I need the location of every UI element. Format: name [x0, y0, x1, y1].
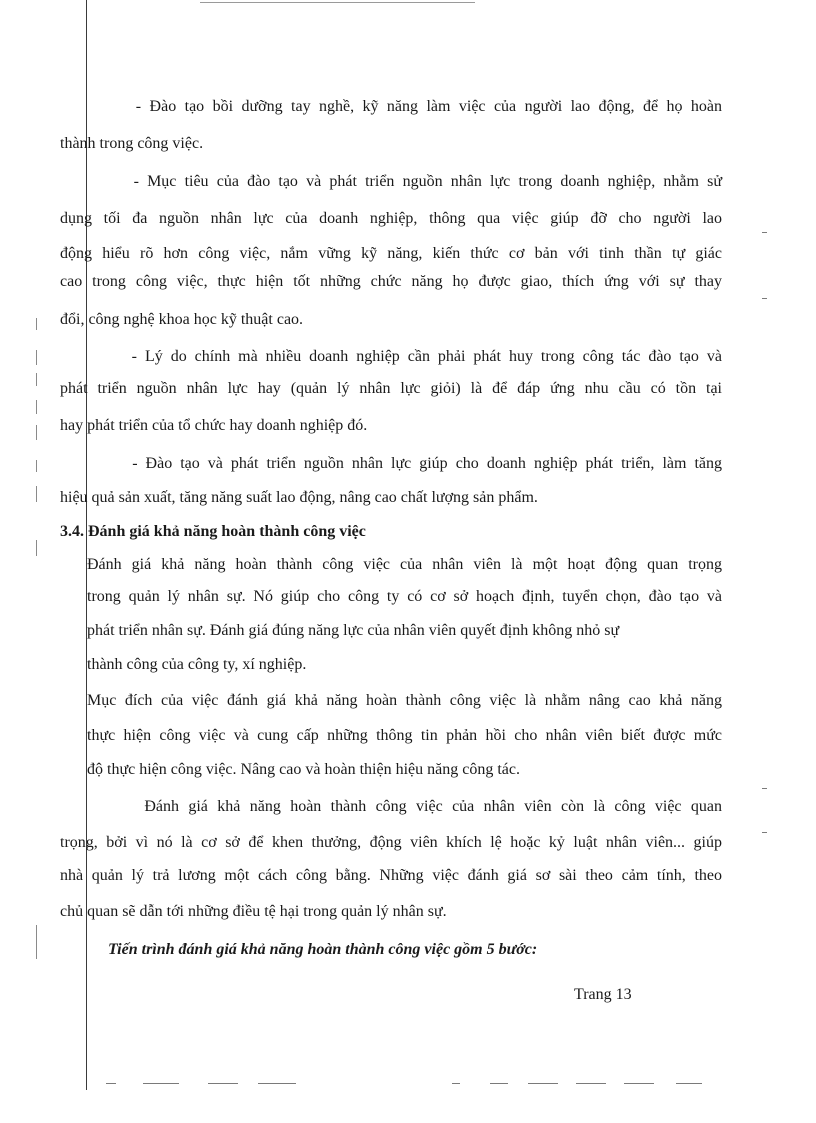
- paragraph-line: phát triển nhân sự. Đánh giá đúng năng lực của nhân viên quyết định không nhỏ sự: [87, 622, 620, 639]
- paragraph-line: dụng tối đa nguồn nhân lực của doanh nghiệp, thông qua việc giúp đỡ cho người lao: [60, 210, 722, 227]
- margin-tick: [36, 486, 37, 502]
- paragraph-line: độ thực hiện công việc. Nâng cao và hoàn thiện hiệu năng công tác.: [87, 761, 520, 778]
- margin-tick: [36, 540, 37, 556]
- paragraph-line: thực hiện công việc và cung cấp những thông tin phản hồi cho nhân viên biết được mức: [87, 727, 722, 744]
- margin-mark: [762, 788, 767, 789]
- margin-mark: [762, 232, 767, 233]
- bottom-rules: [0, 1083, 816, 1085]
- margin-tick: [36, 425, 37, 440]
- margin-tick: [36, 350, 37, 365]
- paragraph-line: đổi, công nghệ khoa học kỹ thuật cao.: [60, 311, 304, 328]
- margin-tick: [36, 373, 37, 386]
- binding-margin-line: [86, 0, 87, 1090]
- paragraph-line: - Mục tiêu của đào tạo và phát triển nguồn nhân lực trong doanh nghiệp, nhằm sử: [60, 173, 722, 190]
- page-number: Trang 13: [574, 986, 632, 1003]
- paragraph-line: trong quản lý nhân sự. Nó giúp cho công ty có cơ sở hoạch định, tuyển chọn, đào tạo và: [87, 588, 722, 605]
- section-heading: 3.4. Đánh giá khả năng hoàn thành công việc: [60, 523, 366, 540]
- paragraph-line: thành trong công việc.: [60, 135, 204, 152]
- margin-mark: [762, 832, 767, 833]
- paragraph-line: cao trong công việc, thực hiện tốt những chức năng họ được giao, thích ứng với sự thay: [60, 273, 722, 290]
- paragraph-line: phát triển nguồn nhân lực hay (quản lý nhân lực giỏi) là để đáp ứng nhu cầu có tồn tại: [60, 380, 722, 397]
- paragraph-line: - Đào tạo bồi dưỡng tay nghề, kỹ năng làm việc của người lao động, để họ hoàn: [60, 98, 722, 115]
- margin-tick: [36, 925, 37, 959]
- paragraph-line: thành công của công ty, xí nghiệp.: [87, 656, 307, 673]
- paragraph-line: trọng, bởi vì nó là cơ sở để khen thưởng, động viên khích lệ hoặc kỷ luật nhân viên... giúp: [60, 834, 722, 851]
- paragraph-line: động hiểu rõ hơn công việc, nắm vững kỹ năng, kiến thức cơ bản với tinh thần tự giác: [60, 245, 722, 262]
- top-rule: [200, 2, 475, 3]
- paragraph-line: chủ quan sẽ dẫn tới những điều tệ hại trong quản lý nhân sự.: [60, 903, 447, 920]
- paragraph-line: hay phát triển của tổ chức hay doanh nghiệp đó.: [60, 417, 368, 434]
- paragraph-line: nhà quản lý trả lương một cách công bằng. Những việc đánh giá sơ sài theo cảm tính, theo: [60, 867, 722, 884]
- paragraph-line: Đánh giá khả năng hoàn thành công việc của nhân viên còn là công việc quan: [60, 798, 722, 815]
- paragraph-line: Đánh giá khả năng hoàn thành công việc của nhân viên là một hoạt động quan trọng: [87, 556, 722, 573]
- paragraph-line: - Đào tạo và phát triển nguồn nhân lực giúp cho doanh nghiệp phát triển, làm tăng: [60, 455, 722, 472]
- paragraph-line: - Lý do chính mà nhiều doanh nghiệp cần phải phát huy trong công tác đào tạo và: [60, 348, 722, 365]
- subheading-italic: Tiến trình đánh giá khả năng hoàn thành công việc gồm 5 bước:: [60, 941, 538, 958]
- margin-tick: [36, 400, 37, 414]
- paragraph-line: hiệu quả sản xuất, tăng năng suất lao động, nâng cao chất lượng sản phẩm.: [60, 489, 538, 506]
- margin-tick: [36, 460, 37, 472]
- margin-tick: [36, 318, 37, 330]
- paragraph-line: Mục đích của việc đánh giá khả năng hoàn thành công việc là nhằm nâng cao khả năng: [87, 692, 722, 709]
- margin-mark: [762, 298, 767, 299]
